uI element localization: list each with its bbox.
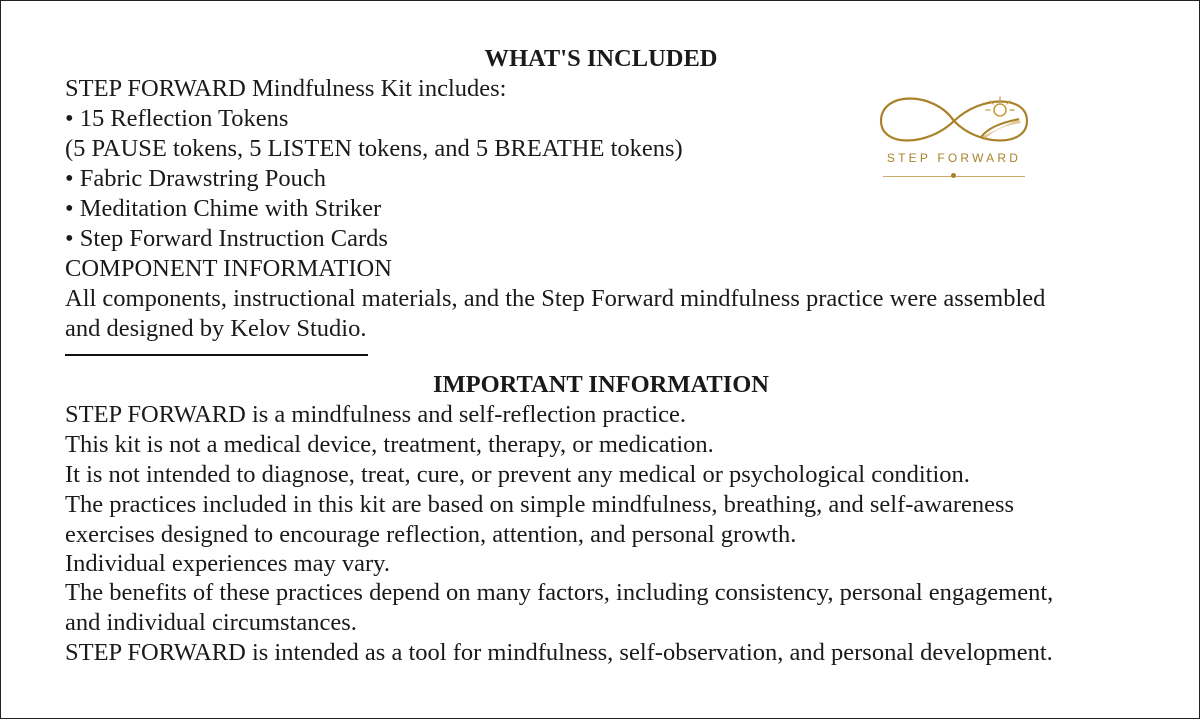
step-forward-logo [869,85,1039,185]
kit-includes-intro: STEP FORWARD Mindfulness Kit includes: [65,75,507,102]
logo-wordmark: STEP FORWARD [886,151,1022,165]
important-info-line-3: It is not intended to diagnose, treat, cure, or prevent any medical or psychological condition. [65,461,970,488]
important-info-line-1: STEP FORWARD is a mindfulness and self-reflection practice. [65,401,686,428]
important-info-line-9: STEP FORWARD is intended as a tool for mindfulness, self-observation, and personal development. [65,639,1053,666]
important-info-line-7: The benefits of these practices depend on many factors, including consistency, personal engagement, [65,579,1054,606]
list-item-instruction-cards: • Step Forward Instruction Cards [65,225,388,252]
whats-included-heading: WHAT'S INCLUDED [484,45,718,72]
important-information-heading: IMPORTANT INFORMATION [432,371,769,398]
list-item-tokens-detail: (5 PAUSE tokens, 5 LISTEN tokens, and 5 BREATHE tokens) [65,135,683,162]
section-divider [65,354,368,356]
component-information-text-1: All components, instructional materials, and the Step Forward mindfulness practice were assembled [65,285,1046,312]
component-information-text-2: and designed by Kelov Studio. [65,315,367,342]
important-info-line-6: Individual experiences may vary. [65,550,390,577]
list-item-reflection-tokens: • 15 Reflection Tokens [65,105,289,132]
important-info-line-2: This kit is not a medical device, treatment, therapy, or medication. [65,431,714,458]
list-item-drawstring-pouch: • Fabric Drawstring Pouch [65,165,327,192]
important-info-line-4: The practices included in this kit are based on simple mindfulness, breathing, and self-awareness [65,491,1015,518]
important-info-line-5: exercises designed to encourage reflection, attention, and personal growth. [65,521,797,548]
list-item-meditation-chime: • Meditation Chime with Striker [65,195,382,222]
important-info-line-8: and individual circumstances. [65,609,357,636]
component-information-heading: COMPONENT INFORMATION [65,255,392,282]
logo-dot [951,173,956,178]
infinity-sunrise-path-icon [869,85,1039,151]
